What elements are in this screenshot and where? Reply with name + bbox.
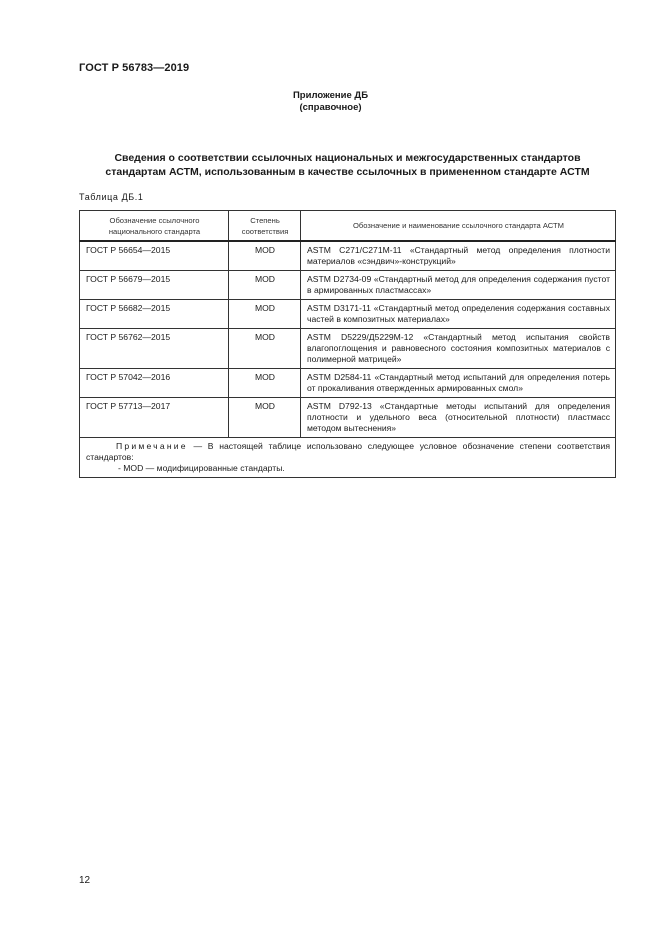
table-row — [80, 271, 616, 300]
cell-national: ГОСТ Р 56654—2015 — [80, 241, 229, 271]
table-row — [80, 241, 616, 271]
cell-national: ГОСТ Р 56679—2015 — [80, 271, 229, 300]
header-astm-standard: Обозначение и наименование ссылочного стандарта АСТМ — [301, 211, 616, 242]
note-text — [86, 441, 610, 463]
section-title-line-2: стандартам АСТМ, использованным в качестве ссылочных в примененном стандарте АСТМ — [105, 166, 590, 178]
cell-degree: MOD — [229, 398, 301, 438]
cell-astm: ASTM D3171-11 «Стандартный метод определения содержания составных частей в композитных материалах» — [301, 300, 616, 329]
section-title-line-1: Сведения о соответствии ссылочных национальных и межгосударственных стандартов — [114, 152, 581, 164]
cell-national: ГОСТ Р 57713—2017 — [80, 398, 229, 438]
header-degree: Степень соответствия — [229, 211, 301, 242]
cell-degree: MOD — [229, 241, 301, 271]
cell-astm: ASTM D792-13 «Стандартные методы испытаний для определения плотности и удельного веса (относительной плотности) пластмасс методом вытеснения» — [301, 398, 616, 438]
table-row — [80, 329, 616, 369]
cell-degree: MOD — [229, 271, 301, 300]
cell-national: ГОСТ Р 56682—2015 — [80, 300, 229, 329]
section-title — [79, 151, 616, 179]
page-number: 12 — [79, 875, 91, 886]
cell-national: ГОСТ Р 56762—2015 — [80, 329, 229, 369]
table-row — [80, 369, 616, 398]
appendix-heading — [0, 90, 661, 114]
table-note-row — [80, 438, 616, 478]
cell-astm: ASTM C271/C271M-11 «Стандартный метод определения плотности материалов «сэндвич»-конструкций» — [301, 241, 616, 271]
document-code: ГОСТ Р 56783—2019 — [79, 62, 190, 74]
appendix-title: Приложение ДБ — [292, 90, 369, 101]
note-body: — В настоящей таблице использовано следующее условное обозначение степени соответствия стандартов: — [86, 441, 610, 462]
cell-astm: ASTM D2584-11 «Стандартный метод испытаний для определения потерь от прокаливания отвержденных армированных смол» — [301, 369, 616, 398]
table-row — [80, 300, 616, 329]
note-item: - MOD — модифицированные стандарты. — [118, 463, 285, 473]
cell-astm: ASTM D2734-09 «Стандартный метод для определения содержания пустот в армированных пластмассах» — [301, 271, 616, 300]
header-national-standard: Обозначение ссылочного национального стандарта — [80, 211, 229, 242]
cell-degree: MOD — [229, 329, 301, 369]
table-header-row — [80, 211, 616, 242]
cell-degree: MOD — [229, 300, 301, 329]
cell-national: ГОСТ Р 57042—2016 — [80, 369, 229, 398]
cell-astm: ASTM D5229/Д5229M-12 «Стандартный метод испытания свойств влагопоглощения и равновесного состояния композитных материалов с полимерной матрицей» — [301, 329, 616, 369]
appendix-subtitle: (справочное) — [299, 102, 362, 113]
cell-degree: MOD — [229, 369, 301, 398]
table-label: Таблица ДБ.1 — [79, 192, 144, 202]
note-label: Примечание — [116, 441, 188, 451]
table-note — [80, 438, 616, 478]
table-row — [80, 398, 616, 438]
correspondence-table — [79, 210, 616, 478]
